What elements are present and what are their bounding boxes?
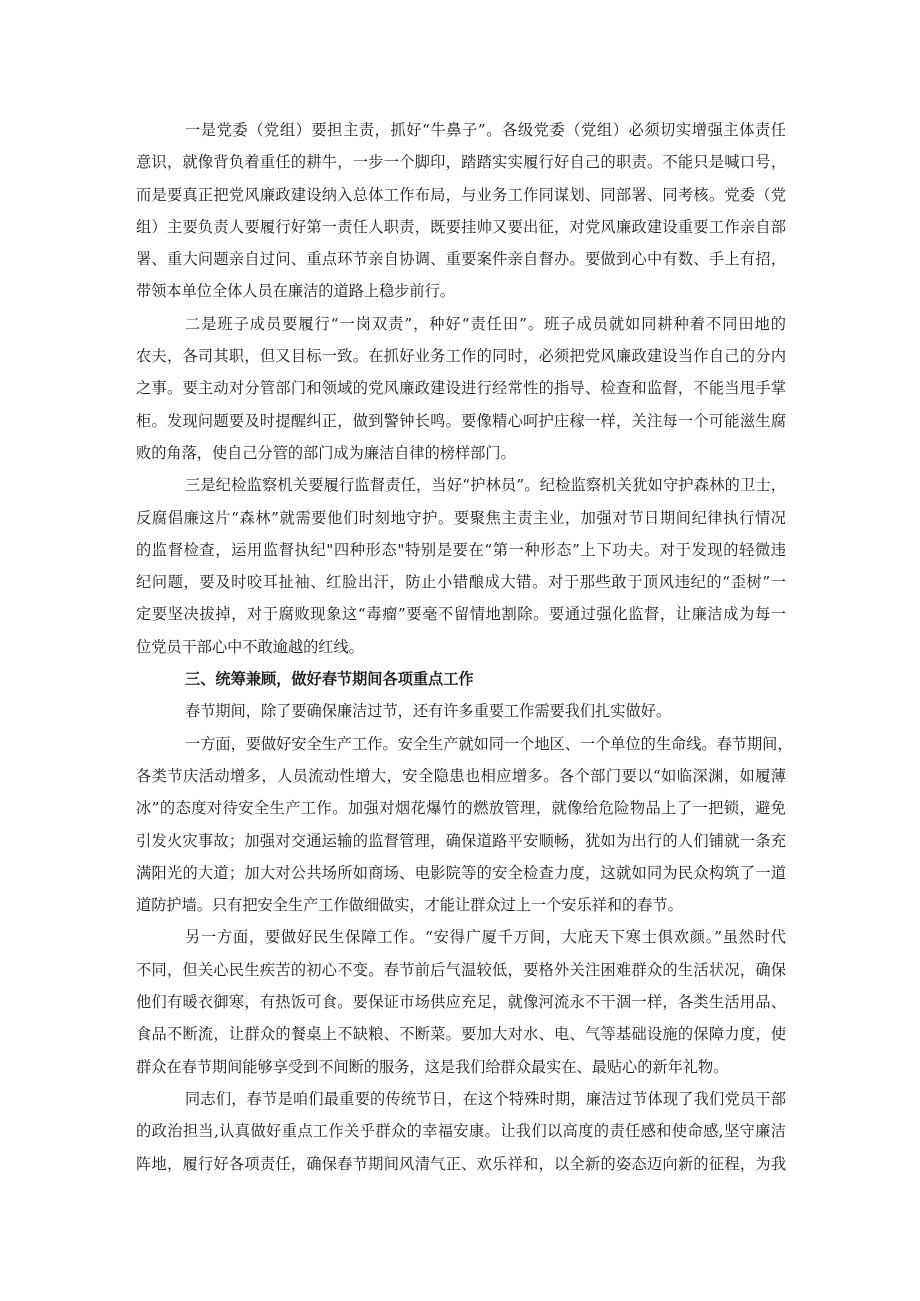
text-line: 柜。发现问题要及时提醒纠正，做到警钟长鸣。要像精心呵护庄稼一样，关注每一个可能滋生腐 [136,411,786,430]
text-line: 一方面，要做好安全生产工作。安全生产就如同一个地区、一个单位的生命线。春节期间， [185,734,793,753]
text-line: 引发火灾事故；加强对交通运输的监督管理，确保道路平安顺畅，犹如为出行的人们铺就一条充 [136,831,786,850]
text-line: 同志们，春节是咱们最重要的传统节日，在这个特殊时期，廉洁过节体现了我们党员干部 [185,1089,786,1108]
document-body [136,114,793,1180]
text-line: 另一方面，要做好民生保障工作。“安得广厦千万间，大庇天下寒士俱欢颜。”虽然时代 [185,928,786,947]
text-line: 而是要真正把党风廉政建设纳入总体工作布局，与业务工作同谋划、同部署、同考核。党委（党 [136,185,786,204]
paragraph-discipline-supervision [136,469,786,663]
text-line: 的政治担当,认真做好重点工作关乎群众的幸福安康。让我们以高度的责任感和使命感,坚守廉洁 [136,1122,786,1141]
text-line: 春节期间，除了要确保廉洁过节，还有许多重要工作需要我们扎实做好。 [185,702,671,721]
paragraph-party-committee-responsibility [136,114,786,308]
text-line: 群众在春节期间能够享受到不间断的服务，这是我们给群众最实在、最贴心的新年礼物。 [136,1057,729,1076]
text-line: 纪问题，要及时咬耳扯袖、红脸出汗，防止小错酿成大错。对于那些敢于顶风违纪的“歪树”一 [136,573,786,592]
text-line: 他们有暖衣御寒，有热饭可食。要保证市场供应充足，就像河流永不干涸一样，各类生活用品、 [136,993,786,1012]
text-line: 定要坚决拔掉，对于腐败现象这“毒瘤”要毫不留情地割除。要通过强化监督，让廉洁成为每一 [136,605,786,624]
text-line: 反腐倡廉这片“森林”就需要他们时刻地守护。要聚焦主责主业，加强对节日期间纪律执行情况 [136,508,786,527]
text-line: 食品不断流，让群众的餐桌上不缺粮、不断菜。要加大对水、电、气等基础设施的保障力度，使 [136,1025,786,1044]
text-line: 冰”的态度对待安全生产工作。加强对烟花爆竹的燃放管理，就像给危险物品上了一把锁，避免 [136,799,786,818]
text-line: 意识，就像背负着重任的耕牛，一步一个脚印，踏踏实实履行好自己的职责。不能只是喊口号， [136,153,786,172]
paragraph-team-members-duty [136,308,786,469]
text-line: 满阳光的大道；加大对公共场所如商场、电影院等的安全检查力度，这就如同为民众构筑了一道 [136,863,786,882]
text-line: 道防护墙。只有把安全生产工作做细做实，才能让群众过上一个安乐祥和的春节。 [136,896,683,915]
text-line: 署、重大问题亲自过问、重点环节亲自协调、重要案件亲自督办。要做到心中有数、手上有招， [136,250,786,269]
paragraph-spring-festival-intro [136,695,786,727]
text-line: 组）主要负责人要履行好第一责任人职责，既要挂帅又要出征，对党风廉政建设重要工作亲自部 [136,217,786,236]
text-line: 农夫，各司其职，但又目标一致。在抓好业务工作的同时，必须把党风廉政建设当作自己的分内 [136,347,786,366]
text-line: 一是党委（党组）要担主责，抓好“牛鼻子”。各级党委（党组）必须切实增强主体责任 [185,121,786,139]
text-line: 之事。要主动对分管部门和领域的党风廉政建设进行经常性的指导、检查和监督，不能当甩手掌 [136,379,786,398]
text-line: 败的角落，使自己分管的部门成为廉洁自律的榜样部门。 [136,443,516,462]
text-line: 三是纪检监察机关要履行监督责任，当好“护林员”。纪检监察机关犹如守护森林的卫士， [185,476,786,495]
text-line: 的监督检查，运用监督执纪"四种形态"特别是要在“第一种形态”上下功夫。对于发现的轻微违 [136,540,786,559]
paragraph-livelihood-security [136,921,786,1082]
text-line: 各类节庆活动增多，人员流动性增大，安全隐患也相应增多。各个部门要以“如临深渊，如履薄 [136,766,786,785]
text-line: 阵地，履行好各项责任，确保春节期间风清气正、欢乐祥和，以全新的姿态迈向新的征程，为我 [136,1154,786,1173]
section-heading: 三、统筹兼顾，做好春节期间各项重点工作 [185,670,474,689]
paragraph-closing-remarks [136,1083,786,1180]
paragraph-safety-production [136,728,793,922]
text-line: 位党员干部心中不敢逾越的红线。 [136,637,364,656]
text-line: 二是班子成员要履行“一岗双责”，种好“责任田”。班子成员就如同耕种着不同田地的 [185,314,786,333]
text-line: 带领本单位全体人员在廉洁的道路上稳步前行。 [136,282,455,301]
text-line: 不同，但关心民生疾苦的初心不变。春节前后气温较低，要格外关注困难群众的生活状况，确保 [136,960,786,979]
